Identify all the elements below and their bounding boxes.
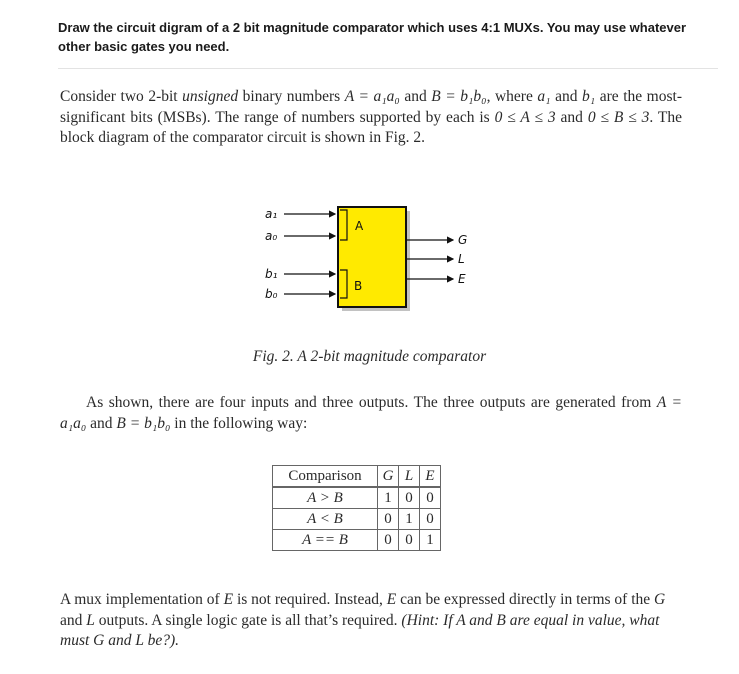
row-comparison: A < B (273, 509, 378, 530)
intro-paragraph: Consider two 2-bit unsigned binary numbers A = a₁a₀ and B = b₁b₀, where a₁ and b₁ are the most-significant bits (MSBs). The range of numbers supported by each is 0 ≤ A ≤ 3 and 0 ≤ B ≤ 3. The block diagram of the comparator circuit is shown in Fig. 2. (60, 88, 682, 146)
row-comparison: A == B (273, 530, 378, 551)
port-label-b: B (354, 279, 363, 293)
row-l-value: 1 (399, 509, 420, 530)
row-l-value: 0 (399, 530, 420, 551)
mux-note-paragraph: A mux implementation of E is not required. Instead, E can be expressed directly in terms of the G and L outputs. A single logic gate is all that’s required. (Hint: If A and B are equal in value, what must G and L be?). (60, 591, 666, 649)
hint-text: (Hint: If A and B are equal in value, what must G and L be?). (60, 611, 660, 649)
figure-caption: Fig. 2. A 2-bit magnitude comparator (252, 348, 487, 365)
row-e-value: 0 (420, 509, 441, 530)
input-label-a1: a₁ (265, 207, 278, 221)
table-row (273, 530, 441, 551)
input-label-a0: a₀ (265, 229, 278, 243)
row-e-value: 0 (420, 487, 441, 509)
input-label-b0: b₀ (265, 287, 278, 301)
port-label-a: A (355, 219, 364, 233)
header-l: L (399, 466, 420, 488)
outputs-paragraph: As shown, there are four inputs and three outputs. The three outputs are generated from A = a₁a₀ and B = b₁b₀ in the following way: (60, 394, 682, 432)
output-label-g: G (458, 233, 468, 247)
comparison-table (272, 465, 441, 551)
row-comparison: A > B (273, 487, 378, 509)
divider (58, 68, 718, 69)
output-label-e: E (458, 272, 466, 286)
question-text: Draw the circuit digram of a 2 bit magnitude comparator which uses 4:1 MUXs. You may use whatever other basic gates you need. (58, 20, 687, 54)
row-g-value: 0 (378, 530, 399, 551)
table-row (273, 487, 441, 509)
input-label-b1: b₁ (265, 267, 278, 281)
comparator-block-diagram (240, 200, 500, 320)
header-e: E (420, 466, 441, 488)
row-g-value: 1 (378, 487, 399, 509)
header-comparison: Comparison (273, 466, 378, 488)
row-e-value: 1 (420, 530, 441, 551)
row-l-value: 0 (399, 487, 420, 509)
output-label-l: L (458, 252, 465, 266)
row-g-value: 0 (378, 509, 399, 530)
header-g: G (378, 466, 399, 488)
table-row (273, 509, 441, 530)
comparator-block (338, 207, 406, 307)
table-header-row (273, 466, 441, 488)
